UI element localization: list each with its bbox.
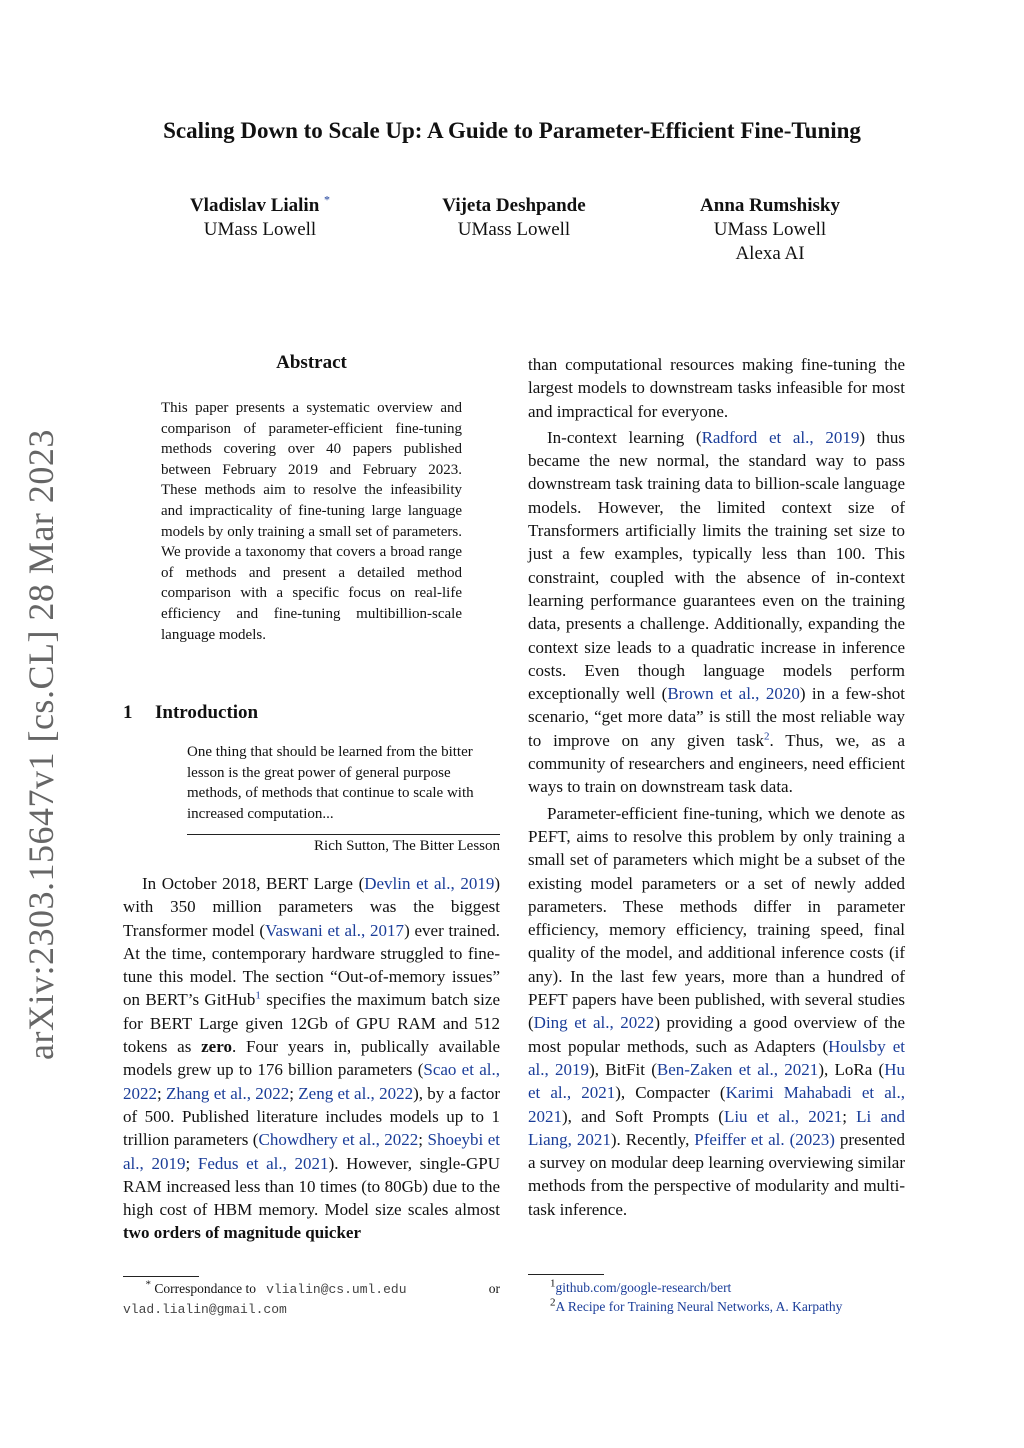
citation-link[interactable]: Ding et al., 2022 <box>533 1013 655 1033</box>
footnote-rule-right <box>528 1274 604 1275</box>
citation-link[interactable]: Devlin et al., 2019 <box>364 874 495 893</box>
author-name: Vijeta Deshpande <box>442 195 586 216</box>
citation-link[interactable]: Brown et al., 2020 <box>667 684 800 704</box>
citation-link[interactable]: Zeng et al., 2022 <box>298 1083 414 1103</box>
citation-link[interactable]: Pfeiffer et al. (2023) <box>694 1129 835 1149</box>
author-2 <box>414 194 614 242</box>
author-name: Anna Rumshisky <box>700 195 840 216</box>
epigraph-attribution: Rich Sutton, The Bitter Lesson <box>314 838 500 854</box>
citation-link[interactable]: Vaswani et al., 2017 <box>265 920 405 940</box>
citation-link[interactable]: Liu et al., 2021 <box>723 1106 843 1126</box>
footnote-1: $^1$github.com/google-research/bert <box>550 1277 732 1295</box>
footnote-link[interactable]: 1 <box>255 989 261 1002</box>
author-3 <box>670 194 870 266</box>
footnote-2: $^2$A Recipe for Training Neural Networks, A. Karpathy <box>550 1296 843 1314</box>
citation-link[interactable]: Zhang et al., 2022 <box>166 1083 290 1103</box>
paragraph: Parameter-efficient fine-tuning, which we denote as PEFT, aims to resolve this problem by only training a small set of parameters which might be a subset of the existing model parameters or a set of newly added parameters. These methods differ in parameter efficiency, memory efficiency, training speed, final quality of the model, and additional inference costs (if any). In the last few years, more than a hundred of PEFT papers have been published, with several studies (Ding et al., 2022) providing a good overview of the most popular methods, such as Adapters (Houlsby et al., 2019), BitFit (Ben-Zaken et al., 2021), LoRa (Hu et al., 2021), Compacter (Karimi Mahabadi et al., 2021), and Soft Prompts (Liu et al., 2021; Li and Liang, 2021). Recently, Pfeiffer et al. (2023) presented a survey on modular deep learning overviewing similar methods from the perspective of modularity and multi-task inference. <box>528 803 906 1219</box>
citation-link[interactable]: Li and Liang, 2021 <box>528 1106 905 1149</box>
footnote-link[interactable]: 2 <box>763 730 770 743</box>
intro-right-column <box>528 353 905 1221</box>
footnote-url-link[interactable]: github.com/google-research/bert <box>555 1280 732 1295</box>
epigraph-text: One thing that should be learned from the bitter lesson is the great power of general purpose methods, of methods that continue to scale with increased computation... <box>187 744 474 822</box>
author-affiliation: Alexa AI <box>735 243 805 264</box>
citation-link[interactable]: Fedus et al., 2021 <box>197 1153 329 1173</box>
author-affiliation: UMass Lowell <box>713 219 827 240</box>
citation-link[interactable]: Hu et al., 2021 <box>528 1059 906 1103</box>
paragraph: than computational resources making fine-tuning the largest models to downstream tasks infeasible for most and impractical for everyone. <box>528 355 905 421</box>
citation-link[interactable]: Scao et al., 2022 <box>123 1060 500 1103</box>
epigraph-rule <box>187 834 500 835</box>
author-1 <box>160 194 360 242</box>
footnote-rule-left <box>123 1276 199 1277</box>
abstract-heading: Abstract <box>276 352 347 373</box>
paper-title: Scaling Down to Scale Up: A Guide to Parameter-Efficient Fine-Tuning <box>163 118 861 143</box>
author-affiliation: UMass Lowell <box>457 219 571 240</box>
abstract-text: This paper presents a systematic overview and comparison of parameter-efficient fine-tuning methods covering over 40 papers published between February 2019 and February 2023. These methods aim to resolve the infeasibility and impracticality of fine-tuning large language models by only training a small set of parameters. We provide a taxonomy that covers a broad range of methods and present a detailed method comparison with a specific focus on real-life efficiency and fine-tuning multibillion-scale language models. <box>161 400 462 643</box>
arxiv-side-stamp: arXiv:2303.15647v1 [cs.CL] 28 Mar 2023 <box>21 429 61 1060</box>
citation-link[interactable]: Radford et al., 2019 <box>701 427 860 447</box>
email-link[interactable]: vlad.lialin@gmail.com <box>123 1302 287 1317</box>
author-footnote-mark[interactable]: * <box>324 192 331 207</box>
citation-link[interactable]: Houlsby et al., 2019 <box>528 1036 906 1079</box>
section-heading <box>123 702 258 724</box>
paragraph: In-context learning (Radford et al., 2019) thus became the new normal, the standard way to pass downstream task training data to billion-scale language models. However, the limited context size of Transformers artificially limits the training set size to just a few examples, typically less than 100. This constraint, coupled with the absence of in-context learning performance guarantees even on the training data, presents a challenge. Additionally, expanding the context size leads to a quadratic increase in inference costs. Even though language models perform exceptionally well (Brown et al., 2020) in a few-shot scenario, “get more data” is still the most reliable way to improve on any given task$^2$. Thus, we, as a community of researchers and engineers, need efficient ways to train on downstream task data. <box>528 427 905 797</box>
author-affiliation: UMass Lowell <box>203 219 317 240</box>
footnote-url-link[interactable]: A Recipe for Training Neural Networks, A. Karpathy <box>555 1299 843 1314</box>
section-title: Introduction <box>155 702 259 723</box>
citation-link[interactable]: Shoeybi et al., 2019 <box>123 1130 500 1173</box>
citation-link[interactable]: Karimi Mahabadi et al., 2021 <box>528 1083 905 1126</box>
email-link[interactable]: vlialin@cs.uml.edu <box>266 1282 407 1297</box>
citation-link[interactable]: Chowdhery et al., 2022 <box>258 1130 419 1150</box>
section-number: 1 <box>123 702 133 723</box>
author-name: Vladislav Lialin <box>189 195 320 216</box>
intro-paragraph-left: In October 2018, BERT Large (Devlin et al., 2019) with 350 million parameters was the biggest Transformer model (Vaswani et al., 2017) ever trained. At the time, contemporary hardware struggled to fine-tune this model. The section “Out-of-memory issues” on BERT’s GitHub$^1$ specifies the maximum batch size for BERT Large given 12Gb of GPU RAM and 512 tokens as zero. Four years in, publically available models grew up to 176 billion parameters (Scao et al., 2022; Zhang et al., 2022; Zeng et al., 2022), by a factor of 500. Published literature includes models up to 1 trillion parameters (Chowdhery et al., 2022; Shoeybi et al., 2019; Fedus et al., 2021). However, single-GPU RAM increased less than 10 times (to 80Gb) due to the high cost of HBM memory. Model size scales almost two orders of magnitude quicker <box>123 874 501 1243</box>
footnote-correspondence: * Correspondance to vlialin@cs.uml.edu or vlad.lialin@gmail.com <box>123 1278 500 1317</box>
citation-link[interactable]: Ben-Zaken et al., 2021 <box>656 1059 819 1079</box>
